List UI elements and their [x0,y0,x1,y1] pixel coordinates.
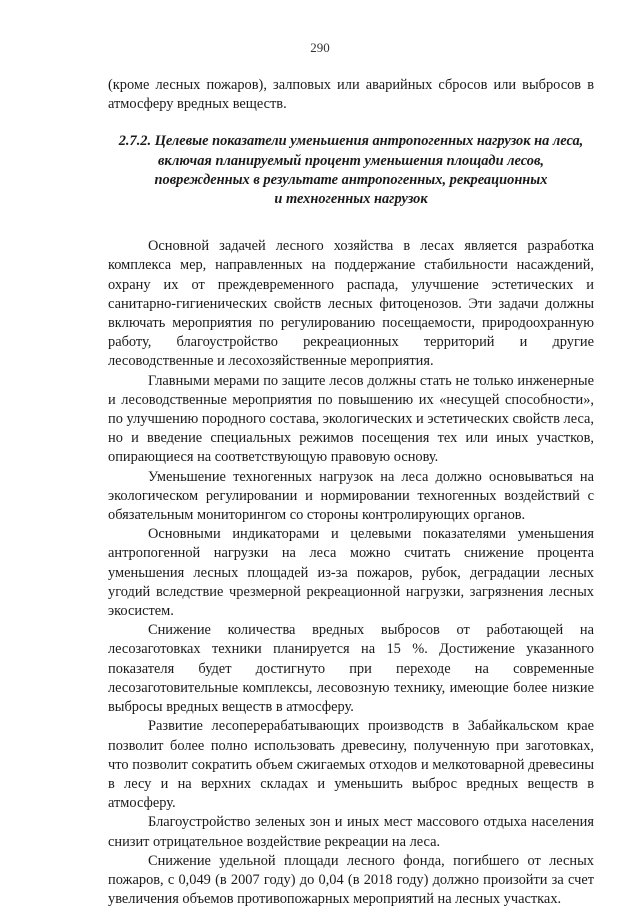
section-heading [108,132,594,209]
page-number: 290 [310,40,330,55]
body-paragraph: Благоустройство зеленых зон и иных мест массового отдыха населения снизит отрицательное воздействие рекреации на леса. [108,814,594,850]
body-paragraph: Снижение удельной площади лесного фонда, погибшего от лесных пожаров, с 0,049 (в 2007 году) до 0,04 (в 2018 году) должно произойти за счет увеличения объемов противопожарных мероприятий на лесных участках. [108,852,594,908]
body-paragraph: Уменьшение техногенных нагрузок на леса должно основываться на экологическом регулировании и нормировании техногенных воздействий с обязательным мониторингом со стороны контролирующих органов. [108,468,594,524]
body-paragraph: Главными мерами по защите лесов должны стать не только инженерные и лесоводственные мероприятия по повышению их «несущей способности», по улучшению породного состава, экологических и эстетических свойств леса, но и введение специальных режимов посещения тех или иных участков, опирающиеся на соответствующую правовую основу. [108,372,594,466]
section-heading-line: и техногенных нагрузок [274,191,428,208]
page-body [108,76,594,909]
body-paragraph: Развитие лесоперерабатывающих производств в Забайкальском крае позволит более полно использовать древесину, полученную при заготовках, что позволит сократить объем сжигаемых отходов и мелкотоварной древесины в лесу и на верхних складах и уменьшить выброс вредных веществ в атмосферу. [108,718,594,812]
body-paragraph: Снижение количества вредных выбросов от работающей на лесозаготовках техники планируется на 15 %. Достижение указанного показателя будет достигнуто при переходе на современные лесозаготовительные комплексы, лесовозную технику, имеющие более низкие выбросы вредных веществ в атмосферу. [108,622,594,716]
section-heading-line: включая планируемый процент уменьшения площади лесов, [157,152,545,169]
section-heading-line: 2.7.2. Целевые показатели уменьшения антропогенных нагрузок на леса, [118,133,584,150]
body-paragraph: Основными индикаторами и целевыми показателями уменьшения антропогенной нагрузки на леса можно считать снижение процента уменьшения лесных площадей из-за пожаров, рубок, деградации лесных угодий вследствие чрезмерной рекреационной нагрузки, загрязнения лесных экосистем. [108,526,594,620]
body-paragraph: Основной задачей лесного хозяйства в лесах является разработка комплекса мер, направленных на поддержание стабильности насаждений, охрану их от преждевременного распада, улучшение эстетических и санитарно-гигиенических свойств лесных фитоценозов. Эти задачи должны включать мероприятия по регулированию посещаемости, природоохранную работу, благоустройство рекреационных территорий и другие лесоводственные и лесохозяйственные мероприятия. [108,238,594,370]
lead-paragraph: (кроме лесных пожаров), залповых или аварийных сбросов или выбросов в атмосферу вредных веществ. [108,77,594,113]
section-heading-line: поврежденных в результате антропогенных, рекреационных [154,171,548,188]
